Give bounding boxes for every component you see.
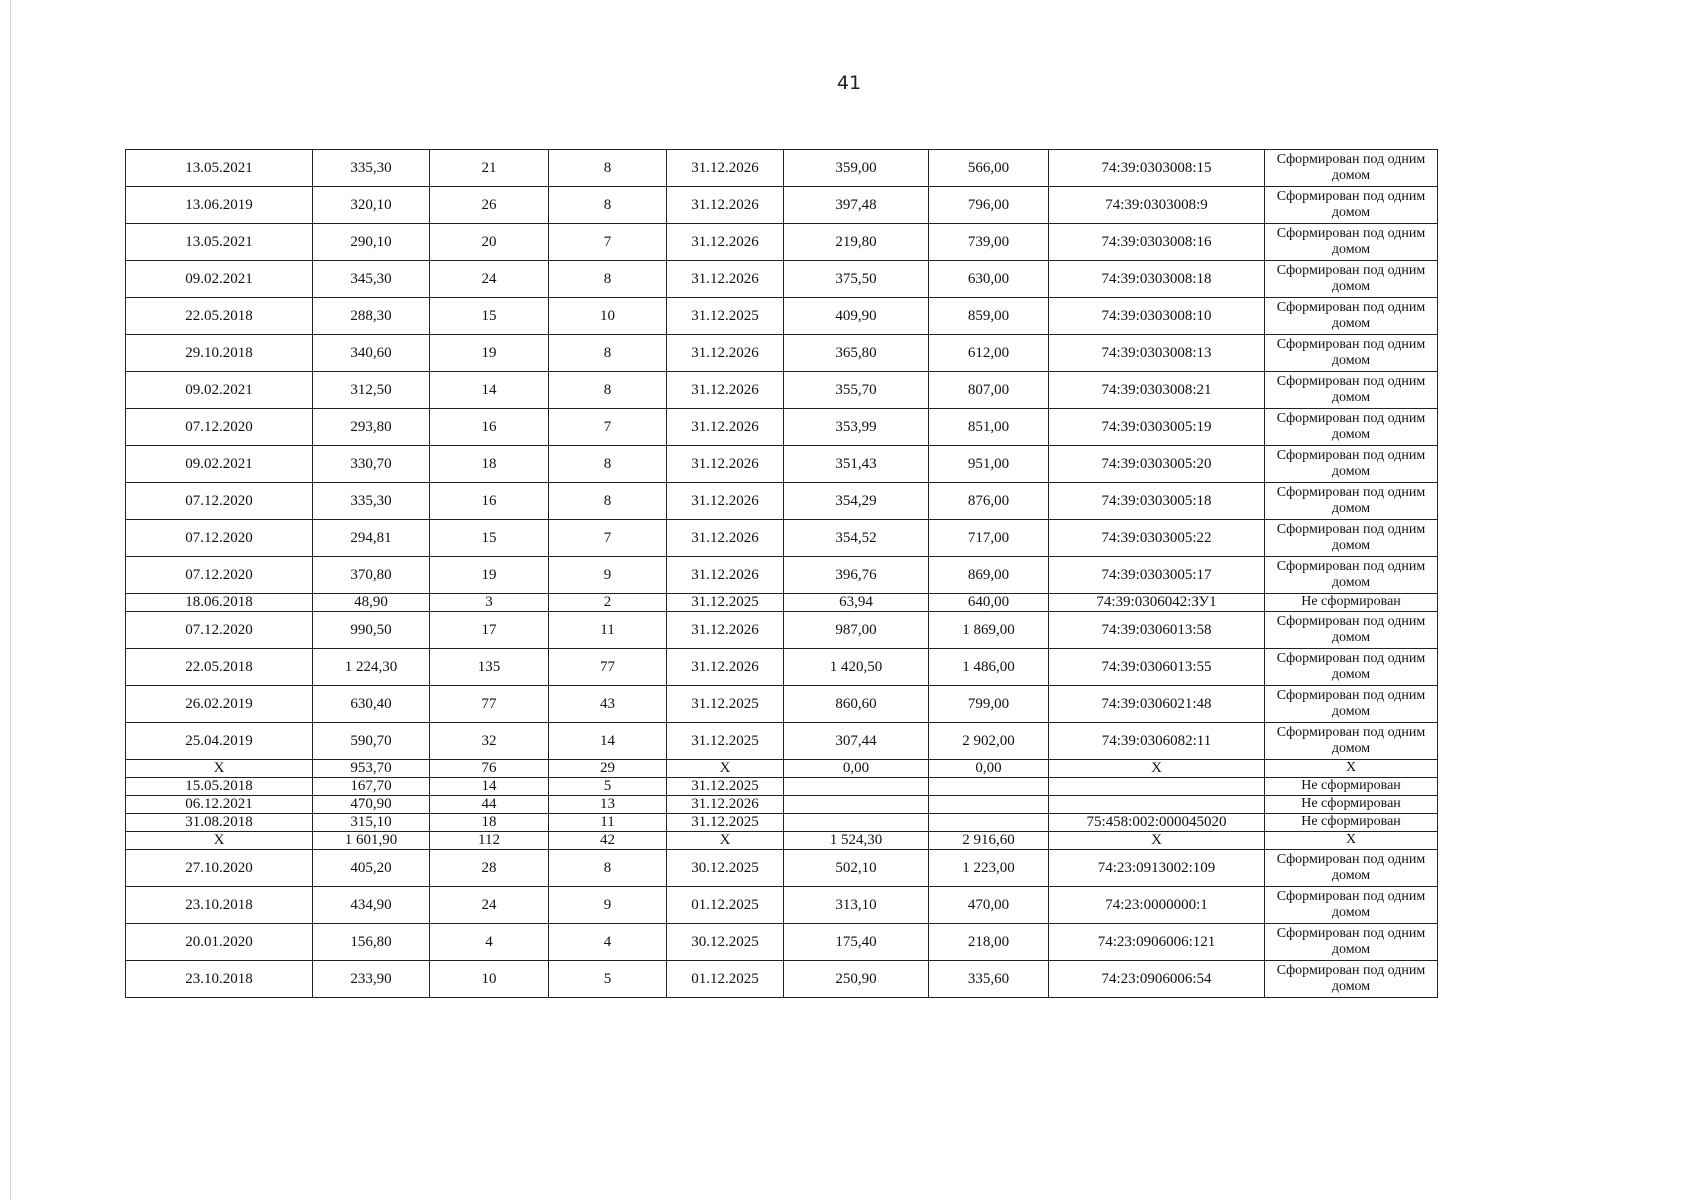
value-a-cell: 0,00 (784, 760, 929, 778)
status-cell: Сформирован под одним домом (1265, 372, 1438, 409)
value-a-cell: 63,94 (784, 594, 929, 612)
deadline-cell: 31.12.2026 (667, 483, 784, 520)
date-cell: 13.05.2021 (126, 224, 313, 261)
value-b-cell: 0,00 (929, 760, 1049, 778)
deadline-cell: 31.12.2025 (667, 298, 784, 335)
value-b-cell: 640,00 (929, 594, 1049, 612)
value-b-cell: 566,00 (929, 150, 1049, 187)
value-a-cell: 396,76 (784, 557, 929, 594)
area-cell: 340,60 (313, 335, 430, 372)
value-b-cell: 335,60 (929, 961, 1049, 998)
value-a-cell: 502,10 (784, 850, 929, 887)
value-a-cell: 375,50 (784, 261, 929, 298)
count-a-cell: 77 (430, 686, 549, 723)
count-a-cell: 17 (430, 612, 549, 649)
status-cell: Не сформирован (1265, 778, 1438, 796)
deadline-cell: 31.12.2026 (667, 612, 784, 649)
status-cell: Не сформирован (1265, 814, 1438, 832)
value-a-cell: 353,99 (784, 409, 929, 446)
cadastral-number-cell: 74:39:0303008:21 (1049, 372, 1265, 409)
status-cell: Сформирован под одним домом (1265, 261, 1438, 298)
cadastral-number-cell: 74:39:0303008:9 (1049, 187, 1265, 224)
table-row (126, 446, 1438, 483)
status-cell: Сформирован под одним домом (1265, 520, 1438, 557)
table-row (126, 187, 1438, 224)
count-b-cell: 4 (549, 924, 667, 961)
deadline-cell: 31.12.2026 (667, 520, 784, 557)
value-a-cell: 354,52 (784, 520, 929, 557)
cadastral-number-cell: 75:458:002:000045020 (1049, 814, 1265, 832)
cadastral-number-cell: 74:39:0303005:20 (1049, 446, 1265, 483)
area-cell: 290,10 (313, 224, 430, 261)
cadastral-number-cell: 74:39:0306082:11 (1049, 723, 1265, 760)
date-cell: X (126, 832, 313, 850)
date-cell: 22.05.2018 (126, 649, 313, 686)
table-row (126, 686, 1438, 723)
date-cell: 20.01.2020 (126, 924, 313, 961)
table-row (126, 557, 1438, 594)
cadastral-number-cell: 74:23:0906006:121 (1049, 924, 1265, 961)
cadastral-number-cell (1049, 778, 1265, 796)
count-b-cell: 8 (549, 850, 667, 887)
value-b-cell: 470,00 (929, 887, 1049, 924)
value-b-cell: 869,00 (929, 557, 1049, 594)
value-a-cell: 307,44 (784, 723, 929, 760)
value-b-cell: 739,00 (929, 224, 1049, 261)
area-cell: 167,70 (313, 778, 430, 796)
table-row (126, 150, 1438, 187)
value-a-cell: 1 420,50 (784, 649, 929, 686)
deadline-cell: 31.12.2026 (667, 796, 784, 814)
value-a-cell: 409,90 (784, 298, 929, 335)
value-b-cell: 1 869,00 (929, 612, 1049, 649)
value-b-cell (929, 778, 1049, 796)
cadastral-number-cell: X (1049, 760, 1265, 778)
count-b-cell: 29 (549, 760, 667, 778)
date-cell: 29.10.2018 (126, 335, 313, 372)
area-cell: 630,40 (313, 686, 430, 723)
value-b-cell: 717,00 (929, 520, 1049, 557)
deadline-cell: 30.12.2025 (667, 924, 784, 961)
table-row (126, 261, 1438, 298)
table-row (126, 924, 1438, 961)
date-cell: 15.05.2018 (126, 778, 313, 796)
count-a-cell: 18 (430, 446, 549, 483)
value-a-cell: 175,40 (784, 924, 929, 961)
count-a-cell: 18 (430, 814, 549, 832)
date-cell: 25.04.2019 (126, 723, 313, 760)
date-cell: 09.02.2021 (126, 372, 313, 409)
count-b-cell: 7 (549, 520, 667, 557)
count-a-cell: 32 (430, 723, 549, 760)
status-cell: Сформирован под одним домом (1265, 887, 1438, 924)
count-a-cell: 112 (430, 832, 549, 850)
table-row (126, 372, 1438, 409)
page-number: 41 (836, 72, 862, 94)
status-cell: Сформирован под одним домом (1265, 924, 1438, 961)
table-row (126, 887, 1438, 924)
date-cell: 31.08.2018 (126, 814, 313, 832)
table-row (126, 961, 1438, 998)
date-cell: 18.06.2018 (126, 594, 313, 612)
value-a-cell (784, 778, 929, 796)
cadastral-number-cell (1049, 796, 1265, 814)
status-cell: Не сформирован (1265, 796, 1438, 814)
date-cell: 07.12.2020 (126, 409, 313, 446)
date-cell: 07.12.2020 (126, 483, 313, 520)
cadastral-number-cell: 74:39:0303008:15 (1049, 150, 1265, 187)
deadline-cell: 31.12.2026 (667, 372, 784, 409)
count-b-cell: 9 (549, 557, 667, 594)
date-cell: 22.05.2018 (126, 298, 313, 335)
count-b-cell: 8 (549, 446, 667, 483)
area-cell: 345,30 (313, 261, 430, 298)
value-b-cell: 796,00 (929, 187, 1049, 224)
count-b-cell: 5 (549, 778, 667, 796)
cadastral-number-cell: 74:39:0303008:13 (1049, 335, 1265, 372)
deadline-cell: X (667, 760, 784, 778)
count-b-cell: 8 (549, 372, 667, 409)
table-row (126, 778, 1438, 796)
table-row (126, 723, 1438, 760)
count-a-cell: 24 (430, 887, 549, 924)
status-cell: Сформирован под одним домом (1265, 335, 1438, 372)
value-a-cell: 250,90 (784, 961, 929, 998)
scan-edge-line (10, 0, 11, 1200)
count-a-cell: 4 (430, 924, 549, 961)
table-row (126, 760, 1438, 778)
cadastral-number-cell: X (1049, 832, 1265, 850)
count-b-cell: 9 (549, 887, 667, 924)
value-a-cell: 860,60 (784, 686, 929, 723)
count-b-cell: 13 (549, 796, 667, 814)
count-b-cell: 7 (549, 409, 667, 446)
deadline-cell: 31.12.2026 (667, 261, 784, 298)
count-a-cell: 76 (430, 760, 549, 778)
status-cell: Сформирован под одним домом (1265, 723, 1438, 760)
date-cell: 23.10.2018 (126, 887, 313, 924)
area-cell: 48,90 (313, 594, 430, 612)
status-cell: Сформирован под одним домом (1265, 150, 1438, 187)
count-b-cell: 10 (549, 298, 667, 335)
deadline-cell: 31.12.2026 (667, 446, 784, 483)
date-cell: 26.02.2019 (126, 686, 313, 723)
table-row (126, 796, 1438, 814)
area-cell: 470,90 (313, 796, 430, 814)
status-cell: Сформирован под одним домом (1265, 187, 1438, 224)
area-cell: 335,30 (313, 150, 430, 187)
cadastral-number-cell: 74:39:0303005:22 (1049, 520, 1265, 557)
date-cell: 23.10.2018 (126, 961, 313, 998)
area-cell: 370,80 (313, 557, 430, 594)
cadastral-number-cell: 74:39:0303008:18 (1049, 261, 1265, 298)
count-a-cell: 44 (430, 796, 549, 814)
table-row (126, 483, 1438, 520)
deadline-cell: 31.12.2026 (667, 335, 784, 372)
table-row (126, 850, 1438, 887)
deadline-cell: 31.12.2026 (667, 649, 784, 686)
cadastral-number-cell: 74:39:0306013:58 (1049, 612, 1265, 649)
cadastral-number-cell: 74:39:0303008:16 (1049, 224, 1265, 261)
value-b-cell: 851,00 (929, 409, 1049, 446)
cadastral-number-cell: 74:23:0906006:54 (1049, 961, 1265, 998)
date-cell: 13.06.2019 (126, 187, 313, 224)
status-cell: Сформирован под одним домом (1265, 446, 1438, 483)
value-b-cell: 218,00 (929, 924, 1049, 961)
value-b-cell: 1 223,00 (929, 850, 1049, 887)
status-cell: Сформирован под одним домом (1265, 409, 1438, 446)
count-b-cell: 11 (549, 814, 667, 832)
count-a-cell: 19 (430, 557, 549, 594)
value-b-cell: 1 486,00 (929, 649, 1049, 686)
data-table (125, 149, 1438, 998)
count-a-cell: 28 (430, 850, 549, 887)
date-cell: 07.12.2020 (126, 520, 313, 557)
value-b-cell: 876,00 (929, 483, 1049, 520)
count-b-cell: 11 (549, 612, 667, 649)
deadline-cell: 01.12.2025 (667, 961, 784, 998)
table-row (126, 335, 1438, 372)
area-cell: 590,70 (313, 723, 430, 760)
value-b-cell: 951,00 (929, 446, 1049, 483)
status-cell: Сформирован под одним домом (1265, 850, 1438, 887)
count-b-cell: 8 (549, 335, 667, 372)
cadastral-number-cell: 74:39:0306042:ЗУ1 (1049, 594, 1265, 612)
count-a-cell: 24 (430, 261, 549, 298)
count-a-cell: 20 (430, 224, 549, 261)
value-a-cell: 1 524,30 (784, 832, 929, 850)
count-b-cell: 8 (549, 261, 667, 298)
count-b-cell: 8 (549, 150, 667, 187)
table-row (126, 649, 1438, 686)
table-row (126, 409, 1438, 446)
status-cell: Сформирован под одним домом (1265, 961, 1438, 998)
value-a-cell: 397,48 (784, 187, 929, 224)
deadline-cell: 31.12.2026 (667, 557, 784, 594)
date-cell: 09.02.2021 (126, 261, 313, 298)
cadastral-number-cell: 74:39:0306013:55 (1049, 649, 1265, 686)
value-b-cell (929, 814, 1049, 832)
count-a-cell: 15 (430, 520, 549, 557)
count-b-cell: 77 (549, 649, 667, 686)
deadline-cell: 31.12.2025 (667, 723, 784, 760)
value-a-cell: 987,00 (784, 612, 929, 649)
status-cell: Сформирован под одним домом (1265, 224, 1438, 261)
area-cell: 320,10 (313, 187, 430, 224)
area-cell: 335,30 (313, 483, 430, 520)
deadline-cell: 30.12.2025 (667, 850, 784, 887)
value-b-cell: 612,00 (929, 335, 1049, 372)
count-b-cell: 8 (549, 187, 667, 224)
cadastral-number-cell: 74:23:0913002:109 (1049, 850, 1265, 887)
date-cell: 07.12.2020 (126, 612, 313, 649)
count-a-cell: 19 (430, 335, 549, 372)
date-cell: 06.12.2021 (126, 796, 313, 814)
area-cell: 312,50 (313, 372, 430, 409)
value-b-cell: 859,00 (929, 298, 1049, 335)
area-cell: 953,70 (313, 760, 430, 778)
date-cell: X (126, 760, 313, 778)
area-cell: 293,80 (313, 409, 430, 446)
deadline-cell: X (667, 832, 784, 850)
area-cell: 434,90 (313, 887, 430, 924)
value-a-cell: 354,29 (784, 483, 929, 520)
deadline-cell: 31.12.2025 (667, 686, 784, 723)
value-b-cell: 630,00 (929, 261, 1049, 298)
area-cell: 233,90 (313, 961, 430, 998)
value-b-cell: 807,00 (929, 372, 1049, 409)
count-a-cell: 10 (430, 961, 549, 998)
area-cell: 1 224,30 (313, 649, 430, 686)
count-b-cell: 14 (549, 723, 667, 760)
cadastral-number-cell: 74:39:0306021:48 (1049, 686, 1265, 723)
count-a-cell: 3 (430, 594, 549, 612)
deadline-cell: 31.12.2026 (667, 150, 784, 187)
area-cell: 294,81 (313, 520, 430, 557)
count-a-cell: 26 (430, 187, 549, 224)
cadastral-number-cell: 74:39:0303005:19 (1049, 409, 1265, 446)
value-a-cell: 351,43 (784, 446, 929, 483)
count-a-cell: 16 (430, 483, 549, 520)
value-a-cell: 219,80 (784, 224, 929, 261)
table-row (126, 832, 1438, 850)
value-a-cell (784, 796, 929, 814)
deadline-cell: 01.12.2025 (667, 887, 784, 924)
status-cell: Сформирован под одним домом (1265, 612, 1438, 649)
status-cell: Сформирован под одним домом (1265, 686, 1438, 723)
area-cell: 990,50 (313, 612, 430, 649)
cadastral-number-cell: 74:39:0303005:18 (1049, 483, 1265, 520)
date-cell: 27.10.2020 (126, 850, 313, 887)
date-cell: 07.12.2020 (126, 557, 313, 594)
count-a-cell: 14 (430, 778, 549, 796)
table-row (126, 520, 1438, 557)
value-b-cell: 2 916,60 (929, 832, 1049, 850)
date-cell: 09.02.2021 (126, 446, 313, 483)
cadastral-number-cell: 74:39:0303005:17 (1049, 557, 1265, 594)
deadline-cell: 31.12.2026 (667, 224, 784, 261)
date-cell: 13.05.2021 (126, 150, 313, 187)
area-cell: 156,80 (313, 924, 430, 961)
deadline-cell: 31.12.2025 (667, 594, 784, 612)
table-row (126, 612, 1438, 649)
status-cell: Сформирован под одним домом (1265, 298, 1438, 335)
table-row (126, 224, 1438, 261)
value-a-cell: 365,80 (784, 335, 929, 372)
area-cell: 1 601,90 (313, 832, 430, 850)
status-cell: X (1265, 760, 1438, 778)
status-cell: Сформирован под одним домом (1265, 483, 1438, 520)
count-b-cell: 42 (549, 832, 667, 850)
deadline-cell: 31.12.2026 (667, 409, 784, 446)
cadastral-number-cell: 74:23:0000000:1 (1049, 887, 1265, 924)
value-a-cell: 355,70 (784, 372, 929, 409)
count-b-cell: 43 (549, 686, 667, 723)
value-b-cell (929, 796, 1049, 814)
count-a-cell: 16 (430, 409, 549, 446)
table-row (126, 594, 1438, 612)
count-b-cell: 8 (549, 483, 667, 520)
value-a-cell: 313,10 (784, 887, 929, 924)
count-a-cell: 15 (430, 298, 549, 335)
count-a-cell: 21 (430, 150, 549, 187)
count-b-cell: 7 (549, 224, 667, 261)
value-a-cell: 359,00 (784, 150, 929, 187)
value-a-cell (784, 814, 929, 832)
table-row (126, 814, 1438, 832)
count-a-cell: 14 (430, 372, 549, 409)
status-cell: Не сформирован (1265, 594, 1438, 612)
count-b-cell: 5 (549, 961, 667, 998)
deadline-cell: 31.12.2025 (667, 814, 784, 832)
deadline-cell: 31.12.2025 (667, 778, 784, 796)
value-b-cell: 799,00 (929, 686, 1049, 723)
status-cell: Сформирован под одним домом (1265, 557, 1438, 594)
count-a-cell: 135 (430, 649, 549, 686)
area-cell: 330,70 (313, 446, 430, 483)
status-cell: X (1265, 832, 1438, 850)
deadline-cell: 31.12.2026 (667, 187, 784, 224)
area-cell: 288,30 (313, 298, 430, 335)
count-b-cell: 2 (549, 594, 667, 612)
area-cell: 315,10 (313, 814, 430, 832)
status-cell: Сформирован под одним домом (1265, 649, 1438, 686)
value-b-cell: 2 902,00 (929, 723, 1049, 760)
cadastral-number-cell: 74:39:0303008:10 (1049, 298, 1265, 335)
table-row (126, 298, 1438, 335)
area-cell: 405,20 (313, 850, 430, 887)
